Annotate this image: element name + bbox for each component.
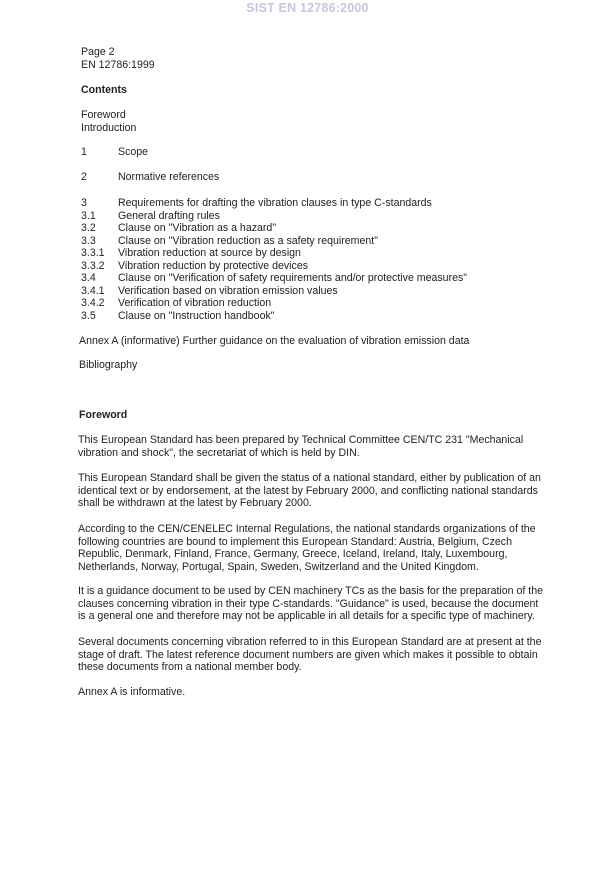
watermark: SIST EN 12786:2000 — [246, 1, 369, 15]
toc-entry-number: 3.4 — [81, 272, 96, 284]
paragraph-line: According to the CEN/CENELEC Internal Regulations, the national standards organizations of the — [78, 523, 536, 535]
toc-entry — [81, 285, 338, 298]
toc-bibliography: Bibliography — [79, 359, 138, 371]
page-number: Page 2 — [81, 46, 115, 58]
toc-entry-number: 3 — [81, 197, 87, 209]
toc-entry — [81, 260, 308, 273]
foreword-paragraph — [78, 585, 548, 623]
toc-entry-number: 3.1 — [81, 209, 96, 222]
toc-entry-number: 3.3.2 — [81, 259, 105, 272]
toc-entry-number: 3.3 — [81, 234, 96, 247]
toc-entry-number: 3.4.2 — [81, 297, 105, 309]
foreword-paragraph — [78, 523, 548, 574]
toc-entry-label: Clause on "Verification of safety requirements and/or protective measures" — [118, 272, 468, 284]
paragraph-line: Several documents concerning vibration referred to in this European Standard are at present at the — [78, 636, 542, 648]
toc-entry — [81, 247, 301, 260]
toc-entry — [81, 272, 467, 285]
toc-entry — [81, 310, 275, 323]
toc-entry — [81, 210, 220, 223]
contents-heading: Contents — [81, 84, 127, 96]
toc-entry — [81, 171, 219, 184]
toc-entry-label: General drafting rules — [118, 209, 220, 222]
paragraph-line: Annex A is informative. — [78, 686, 186, 698]
toc-entry-number: 3.2 — [81, 222, 96, 234]
toc-entry — [81, 222, 276, 235]
paragraph-line: following countries are bound to implement this European Standard: Austria, Belgium, Czech — [78, 535, 512, 548]
toc-entry — [81, 197, 432, 210]
toc-entry-number: 1 — [81, 146, 87, 158]
toc-entry-number: 2 — [81, 171, 87, 183]
paragraph-line: This European Standard shall be given the status of a national standard, either by publication of an — [78, 472, 541, 484]
toc-entry — [81, 235, 378, 248]
foreword-paragraph — [78, 434, 548, 459]
toc-entry-label: Clause on "Vibration reduction as a safety requirement" — [118, 234, 378, 247]
toc-entry-label: Vibration reduction at source by design — [118, 247, 301, 259]
paragraph-line: identical text or by endorsement, at the latest by February 2000, and conflicting national standards — [78, 484, 538, 497]
document-id: EN 12786:1999 — [81, 59, 155, 71]
toc-entry-label: Verification of vibration reduction — [118, 297, 272, 309]
toc-foreword: Foreword — [81, 109, 126, 121]
toc-entry-label: Clause on "Vibration as a hazard" — [118, 222, 277, 234]
toc-entry-label: Verification based on vibration emission values — [118, 284, 338, 297]
foreword-paragraph — [78, 472, 548, 510]
paragraph-line: This European Standard has been prepared by Technical Committee CEN/TC 231 "Mechanical — [78, 434, 524, 446]
toc-entry-label: Clause on "Instruction handbook" — [118, 309, 275, 322]
toc-entry-label: Vibration reduction by protective devices — [118, 259, 309, 272]
paragraph-line: these documents from a national member body. — [78, 661, 302, 674]
toc-entry — [81, 146, 148, 159]
paragraph-line: is a general one and therefore may not be applicable in all details for a specific type of machinery. — [78, 610, 535, 623]
foreword-paragraph — [78, 636, 548, 674]
paragraph-line: vibration and shock", the secretariat of which is held by DIN. — [78, 446, 360, 459]
toc-entry-number: 3.3.1 — [81, 247, 105, 259]
toc-introduction: Introduction — [81, 122, 137, 134]
paragraph-line: Netherlands, Norway, Portugal, Spain, Sweden, Switzerland and the United Kingdom. — [78, 561, 479, 574]
toc-entry-number: 3.4.1 — [81, 284, 105, 297]
paragraph-line: stage of draft. The latest reference document numbers are given which makes it possible to obtain — [78, 648, 538, 661]
foreword-heading: Foreword — [79, 409, 128, 421]
foreword-paragraph — [78, 686, 548, 699]
toc-annex-a: Annex A (informative) Further guidance on the evaluation of vibration emission data — [79, 335, 470, 347]
paragraph-line: shall be withdrawn at the latest by February 2000. — [78, 497, 312, 510]
toc-entry-label: Normative references — [118, 171, 220, 183]
paragraph-line: clauses concerning vibration in their type C-standards. "Guidance" is used, because the document — [78, 597, 539, 610]
paragraph-line: It is a guidance document to be used by CEN machinery TCs as the basis for the preparation of the — [78, 585, 544, 597]
toc-entry-number: 3.5 — [81, 309, 96, 322]
paragraph-line: Republic, Denmark, Finland, France, Germany, Greece, Iceland, Ireland, Italy, Luxembourg, — [78, 548, 508, 561]
toc-entry-label: Requirements for drafting the vibration clauses in type C-standards — [118, 197, 432, 209]
toc-entry — [81, 297, 271, 310]
toc-entry-label: Scope — [118, 146, 149, 158]
